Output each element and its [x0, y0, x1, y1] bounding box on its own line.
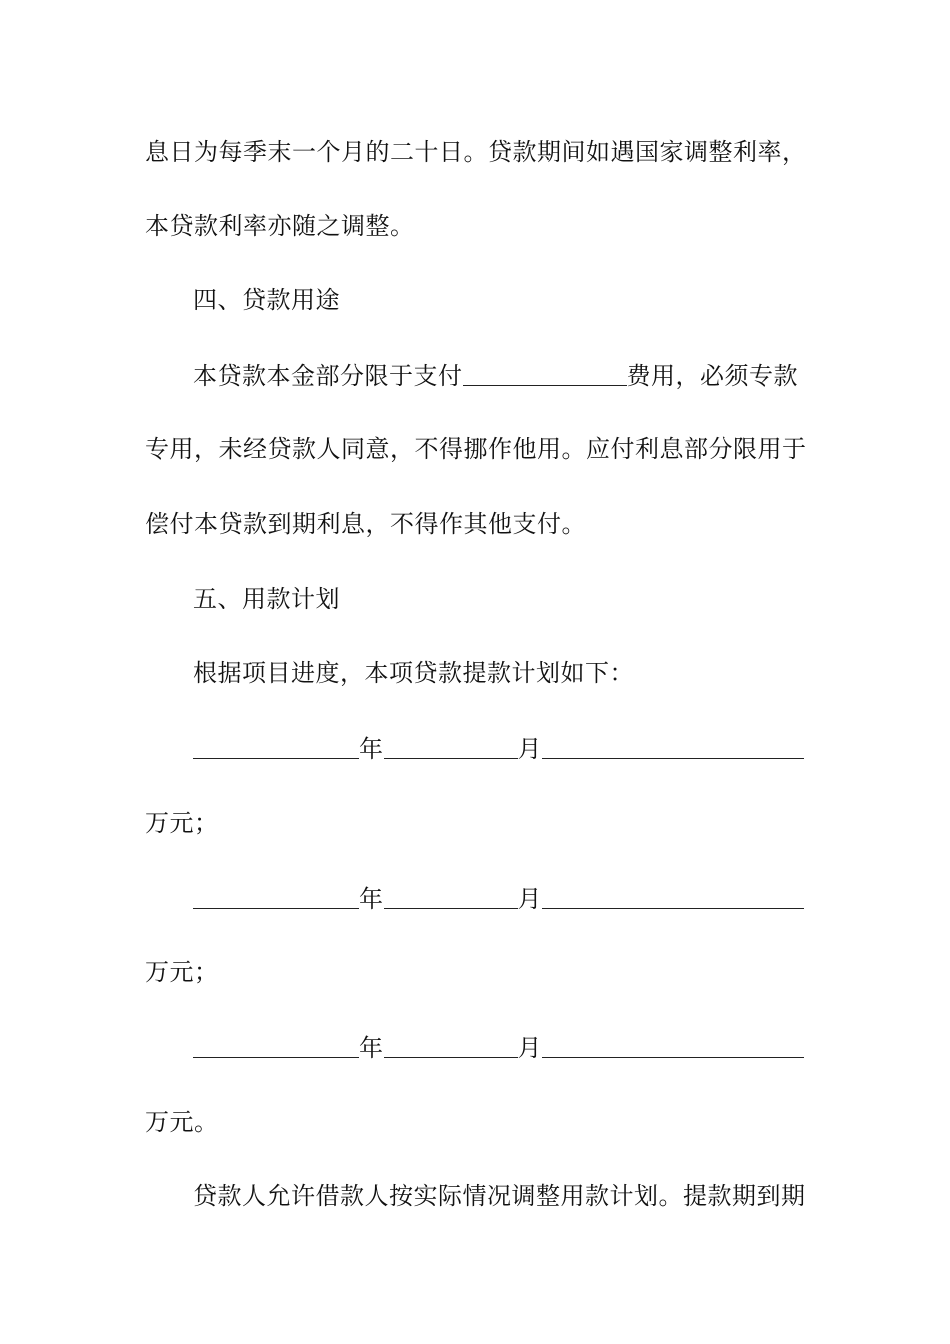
fill-in-blank-year	[193, 880, 359, 909]
fill-in-blank-amount	[542, 730, 804, 759]
paragraph-line: 根据项目进度，本项贷款提款计划如下：	[193, 659, 634, 687]
fill-in-blank-month	[384, 1029, 518, 1058]
plan-entry-amount-unit: 万元；	[145, 958, 219, 986]
fill-in-blank-year	[193, 730, 359, 759]
paragraph-line: 本贷款利率亦随之调整。	[145, 212, 415, 240]
month-label: 月	[517, 885, 542, 913]
section-heading-loan-purpose: 四、贷款用途	[193, 286, 340, 314]
month-label: 月	[517, 1034, 542, 1062]
plan-entry-date-line	[193, 878, 813, 918]
plan-entry-date-line	[193, 728, 813, 768]
fill-in-blank-month	[384, 880, 518, 909]
plan-entry-amount-unit: 万元；	[145, 809, 219, 837]
fill-in-blank-amount	[542, 1029, 804, 1058]
plan-entry-date-line	[193, 1027, 813, 1067]
text-fragment: 费用，必须专款	[626, 362, 798, 390]
fill-in-blank-amount	[542, 880, 804, 909]
section-heading-usage-plan: 五、用款计划	[193, 585, 340, 613]
fill-in-blank-year	[193, 1029, 359, 1058]
paragraph-line: 贷款人允许借款人按实际情况调整用款计划。提款期到期	[193, 1182, 806, 1210]
year-label: 年	[359, 1034, 384, 1062]
paragraph-line: 偿付本贷款到期利息，不得作其他支付。	[145, 510, 586, 538]
year-label: 年	[359, 735, 384, 763]
month-label: 月	[517, 735, 542, 763]
plan-entry-amount-unit: 万元。	[145, 1108, 219, 1136]
fill-in-blank-month	[384, 730, 518, 759]
paragraph-line: 专用，未经贷款人同意，不得挪作他用。应付利息部分限用于	[145, 435, 807, 463]
paragraph-line: 息日为每季末一个月的二十日。贷款期间如遇国家调整利率，	[145, 138, 807, 166]
year-label: 年	[359, 885, 384, 913]
text-fragment: 本贷款本金部分限于支付	[193, 362, 463, 390]
fill-in-blank-fee	[463, 357, 627, 386]
paragraph-line	[193, 355, 813, 395]
